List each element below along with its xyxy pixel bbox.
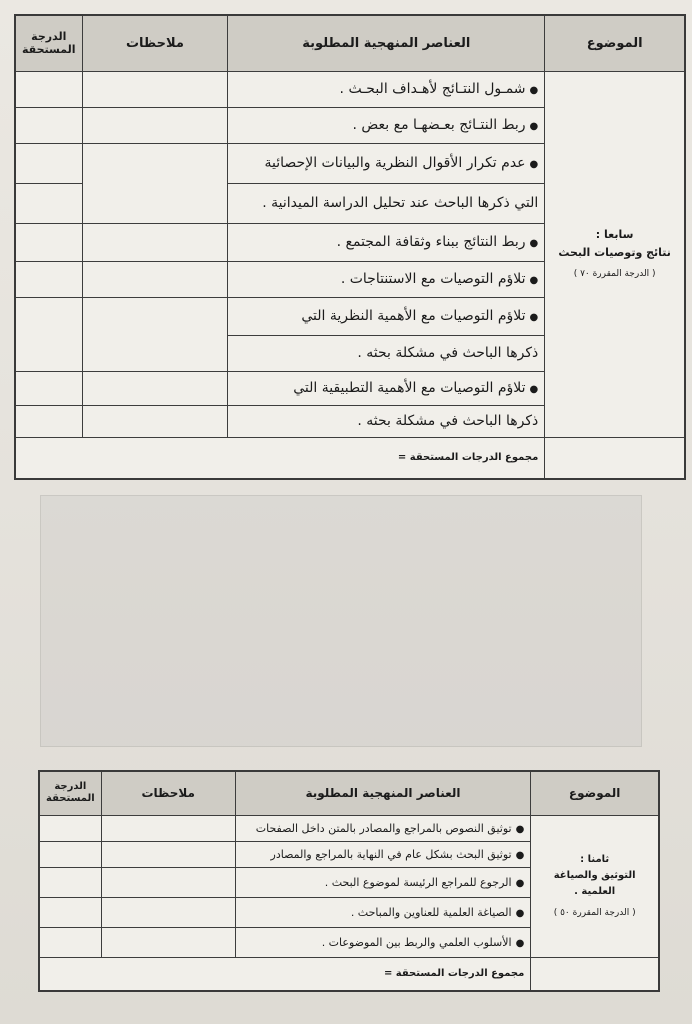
bleed-through-area (40, 495, 642, 747)
grade-cell[interactable] (15, 405, 82, 437)
table-row (39, 815, 659, 841)
notes-cell[interactable] (82, 405, 228, 437)
header-notes: ملاحظات (101, 771, 235, 815)
criterion-cell: ذكرها الباحث في مشكلة بحثه . (228, 335, 545, 371)
grade-cell[interactable] (39, 841, 101, 867)
notes-cell[interactable] (82, 297, 228, 371)
topic-allotted: ( الدرجة المقررة ٧٠ ) (573, 269, 656, 280)
notes-cell[interactable] (101, 867, 235, 897)
table-header-row (15, 15, 685, 71)
grade-cell[interactable] (39, 927, 101, 957)
sum-spacer (545, 437, 685, 479)
grade-cell[interactable] (15, 107, 82, 143)
notes-cell[interactable] (101, 897, 235, 927)
criterion-cell: ●شمـول النتـائج لأهـداف البحـث . (228, 71, 545, 107)
topic-allotted: ( الدرجة المقررة ٥٠ ) (553, 907, 636, 918)
header-notes: ملاحظات (82, 15, 228, 71)
sum-label: مجموع الدرجات المستحقة = (39, 957, 531, 991)
criterion-cell: ●تلاؤم التوصيات مع الاستنتاجات . (228, 261, 545, 297)
criterion-cell: ذكرها الباحث في مشكلة بحثه . (228, 405, 545, 437)
topic-name: نتائج وتوصيات البحث (558, 245, 671, 259)
table-row (15, 71, 685, 107)
table-header-row (39, 771, 659, 815)
evaluation-table-section7 (14, 14, 686, 480)
criterion-cell: ●عدم تكرار الأقوال النظرية والبيانات الإحصائية (228, 143, 545, 183)
sum-spacer (531, 957, 659, 991)
criterion-cell: ●ربط النتـائج بعـضهـا مع بعض . (228, 107, 545, 143)
notes-cell[interactable] (101, 815, 235, 841)
criterion-cell: ●الرجوع للمراجع الرئيسة لموضوع البحث . (235, 867, 531, 897)
notes-cell[interactable] (82, 223, 228, 261)
topic-number: سابعا : (595, 228, 634, 242)
topic-name: التوثيق والصياغة العلمية . (553, 869, 636, 897)
criterion-cell: ●تلاؤم التوصيات مع الأهمية النظرية التي (228, 297, 545, 335)
notes-cell[interactable] (82, 71, 228, 107)
grade-cell[interactable] (39, 867, 101, 897)
header-grade: الدرجة المستحقة (39, 771, 101, 815)
grade-cell[interactable] (15, 371, 82, 405)
grade-cell[interactable] (15, 143, 82, 183)
sum-label: مجموع الدرجات المستحقة = (15, 437, 545, 479)
grade-cell[interactable] (15, 297, 82, 371)
topic-number: ثامنا : (580, 853, 610, 865)
grade-cell[interactable] (39, 815, 101, 841)
criterion-cell: التي ذكرها الباحث عند تحليل الدراسة الميدانية . (228, 183, 545, 223)
criterion-cell: ●توثيق النصوص بالمراجع والمصادر بالمتن داخل الصفحات (235, 815, 531, 841)
criterion-cell: ●تلاؤم التوصيات مع الأهمية التطبيقية التي (228, 371, 545, 405)
topic-cell (545, 71, 685, 437)
notes-cell[interactable] (82, 107, 228, 143)
header-topic: الموضوع (531, 771, 659, 815)
notes-cell[interactable] (101, 927, 235, 957)
grade-cell[interactable] (15, 71, 82, 107)
criterion-cell: ●الأسلوب العلمي والربط بين الموضوعات . (235, 927, 531, 957)
notes-cell[interactable] (101, 841, 235, 867)
header-grade: الدرجة المستحقة (15, 15, 82, 71)
notes-cell[interactable] (82, 261, 228, 297)
grade-cell[interactable] (15, 183, 82, 223)
criterion-cell: ●الصياغة العلمية للعناوين والمباحث . (235, 897, 531, 927)
grade-cell[interactable] (15, 261, 82, 297)
grade-cell[interactable] (39, 897, 101, 927)
topic-cell (531, 815, 659, 957)
header-criteria: العناصر المنهجية المطلوبة (228, 15, 545, 71)
grade-cell[interactable] (15, 223, 82, 261)
notes-cell[interactable] (82, 143, 228, 223)
sum-row (39, 957, 659, 991)
sum-row (15, 437, 685, 479)
header-criteria: العناصر المنهجية المطلوبة (235, 771, 531, 815)
criterion-cell: ●توثيق البحث بشكل عام في النهاية بالمراجع والمصادر (235, 841, 531, 867)
evaluation-table-section8 (38, 770, 660, 992)
notes-cell[interactable] (82, 371, 228, 405)
criterion-cell: ●ربط النتائج ببناء وثقافة المجتمع . (228, 223, 545, 261)
header-topic: الموضوع (545, 15, 685, 71)
